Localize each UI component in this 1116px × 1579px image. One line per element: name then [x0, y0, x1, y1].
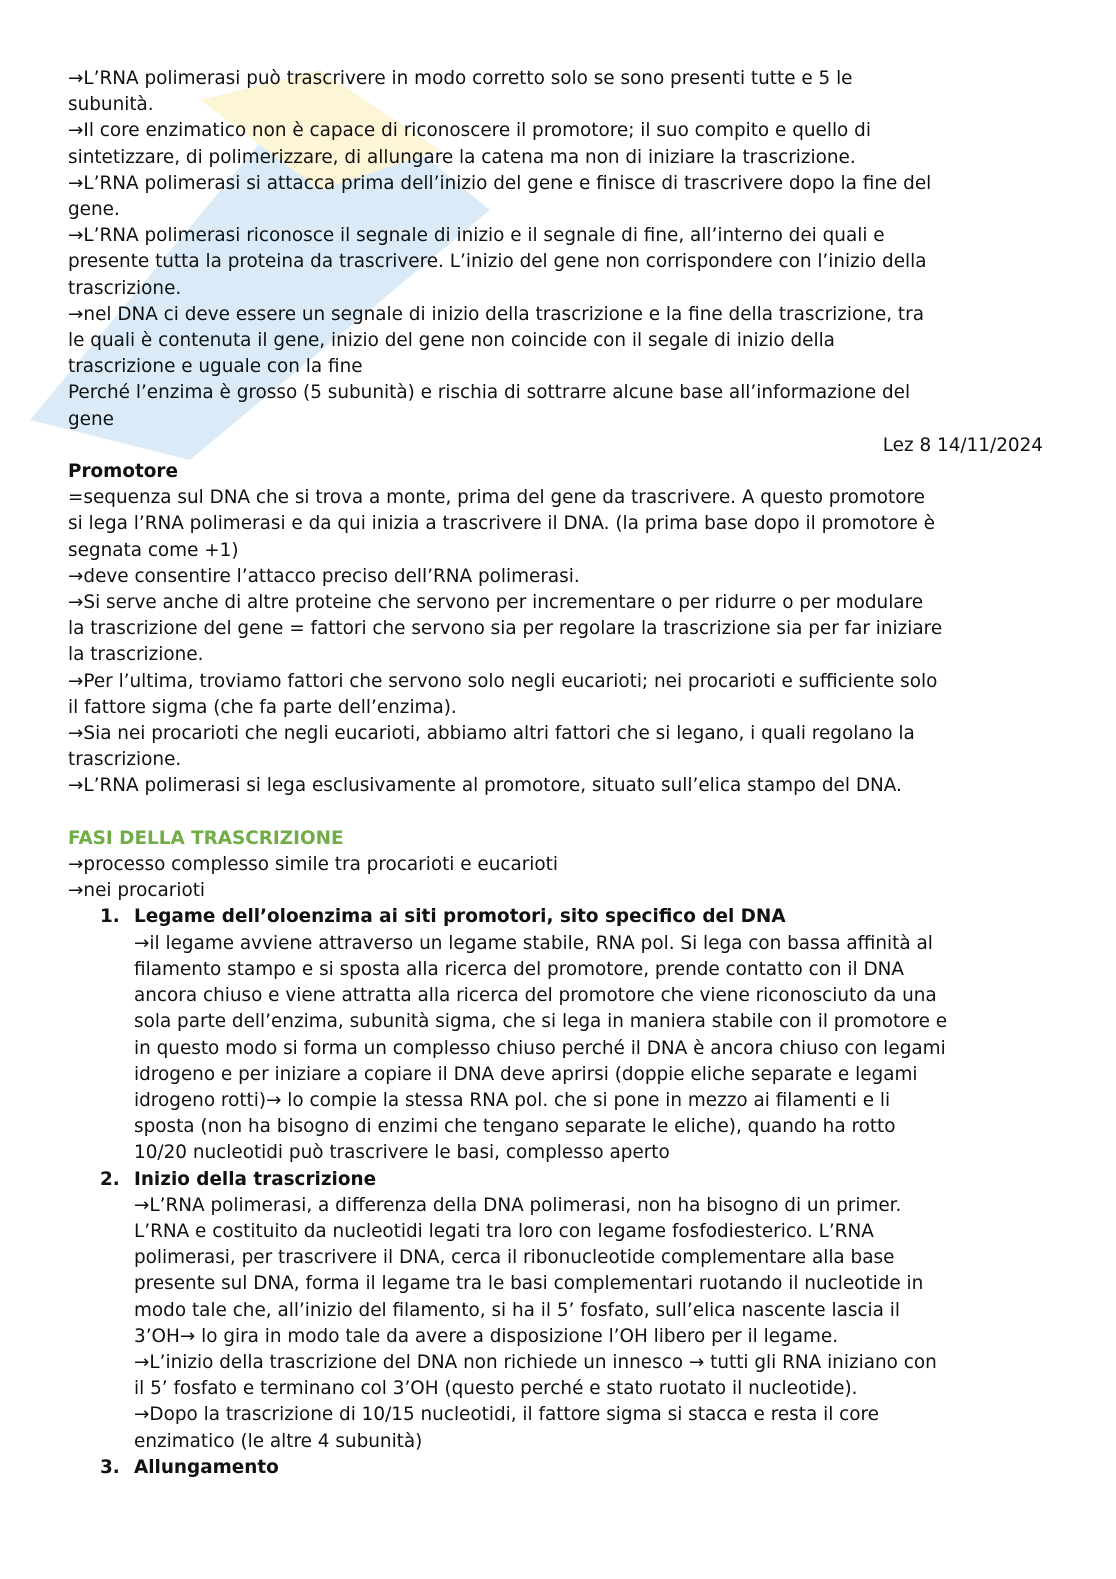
text-line: gene.: [68, 199, 120, 221]
text-line: in questo modo si forma un complesso chiuso perché il DNA è ancora chiuso con legami: [134, 1037, 946, 1059]
text-line: sintetizzare, di polimerizzare, di allungare la catena ma non di iniziare la trascrizione.: [68, 146, 856, 168]
text-line: Perché l’enzima è grosso (5 subunità) e rischia di sottrarre alcune base all’informazione del: [68, 382, 911, 404]
fasi-notes: [68, 852, 1043, 904]
text-line: L’RNA e costituito da nucleotidi legati tra loro con legame fosfodiesterico. L’RNA: [134, 1220, 874, 1242]
text-line: 10/20 nucleotidi può trascrivere le basi, complesso aperto: [134, 1142, 670, 1164]
text-line: trascrizione.: [68, 277, 182, 299]
text-line: →L’RNA polimerasi può trascrivere in modo corretto solo se sono presenti tutte e 5 le: [68, 68, 853, 89]
text-line: →il legame avviene attraverso un legame stabile, RNA pol. Si lega con bassa affinità al: [134, 932, 933, 954]
text-line: →Si serve anche di altre proteine che servono per incrementare o per ridurre o per modulare: [68, 592, 924, 614]
text-line: polimerasi, per trascrivere il DNA, cerca il ribonucleotide complementare alla base: [134, 1247, 895, 1269]
text-line: →L’RNA polimerasi riconosce il segnale di inizio e il segnale di fine, all’interno dei quali e: [68, 225, 885, 247]
text-line: sposta (non ha bisogno di enzimi che tengano separate le eliche), quando ha rotto: [134, 1116, 896, 1138]
text-line: →processo complesso simile tra procarioti e eucarioti: [68, 854, 558, 876]
step-title: Inizio della trascrizione: [134, 1168, 377, 1190]
text-line: →deve consentire l’attacco preciso dell’RNA polimerasi.: [68, 565, 580, 587]
list-item-step: [68, 904, 1043, 1166]
lecture-date: Lez 8 14/11/2024: [882, 434, 1043, 456]
text-line: le quali è contenuta il gene, inizio del gene non coincide con il segale di inizio della: [68, 330, 835, 352]
text-line: modo tale che, all’inizio del filamento, si ha il 5’ fosfato, sull’elica nascente lascia il: [134, 1299, 900, 1321]
list-item-step: [68, 1167, 1043, 1455]
section-heading-fasi: FASI DELLA TRASCRIZIONE: [68, 827, 344, 849]
text-line: =sequenza sul DNA che si trova a monte, prima del gene da trascrivere. A questo promotore: [68, 487, 925, 509]
text-line: 3’OH→ lo gira in modo tale da avere a disposizione l’OH libero per il legame.: [134, 1325, 839, 1347]
text-line: →L’RNA polimerasi si attacca prima dell’inizio del gene e finisce di trascrivere dopo la fine del: [68, 172, 932, 194]
text-line: presente sul DNA, forma il legame tra le basi complementari ruotando il nucleotide in: [134, 1273, 924, 1295]
promotore-notes: [68, 485, 1043, 799]
text-line: enzimatico (le altre 4 subunità): [134, 1430, 423, 1452]
text-line: sola parte dell’enzima, subunità sigma, che si lega in maniera stabile con il promotore e: [134, 1011, 948, 1033]
text-line: subunità.: [68, 94, 154, 116]
text-line: idrogeno rotti)→ lo compie la stessa RNA pol. che si pone in mezzo ai filamenti e li: [134, 1089, 891, 1111]
step-number: 1.: [100, 906, 120, 928]
step-number: 2.: [100, 1168, 120, 1190]
text-line: gene: [68, 408, 114, 430]
fasi-steps-list: [68, 904, 1043, 1480]
text-line: trascrizione.: [68, 749, 182, 771]
text-line: →Il core enzimatico non è capace di riconoscere il promotore; il suo compito e quello di: [68, 120, 871, 142]
text-line: segnata come +1): [68, 539, 239, 561]
text-line: presente tutta la proteina da trascrivere. L’inizio del gene non corrispondere con l’inizio della: [68, 251, 927, 273]
intro-notes: [68, 66, 1043, 433]
text-line: il fattore sigma (che fa parte dell’enzima).: [68, 696, 457, 718]
text-line: trascrizione e uguale con la fine: [68, 356, 363, 378]
text-line: →L’inizio della trascrizione del DNA non richiede un innesco → tutti gli RNA iniziano con: [134, 1351, 937, 1373]
text-line: filamento stampo e si sposta alla ricerca del promotore, prende contatto con il DNA: [134, 958, 904, 980]
text-line: la trascrizione.: [68, 644, 204, 666]
text-line: →L’RNA polimerasi si lega esclusivamente al promotore, situato sull’elica stampo del DNA.: [68, 775, 902, 797]
list-item-step: [68, 1455, 1043, 1481]
text-line: il 5’ fosfato e terminano col 3’OH (questo perché e stato ruotato il nucleotide).: [134, 1378, 858, 1400]
step-number: 3.: [100, 1456, 120, 1478]
text-line: idrogeno e per iniziare a copiare il DNA deve aprirsi (doppie eliche separate e legami: [134, 1063, 918, 1085]
step-title: Legame dell’oloenzima ai siti promotori, sito specifico del DNA: [134, 906, 786, 928]
text-line: →Dopo la trascrizione di 10/15 nucleotidi, il fattore sigma si stacca e resta il core: [134, 1404, 879, 1426]
section-heading-promotore: Promotore: [68, 461, 178, 483]
text-line: la trascrizione del gene = fattori che servono sia per regolare la trascrizione sia per far iniziare: [68, 618, 943, 640]
text-line: ancora chiuso e viene attratta alla ricerca del promotore che viene riconosciuto da una: [134, 985, 937, 1007]
text-line: →nel DNA ci deve essere un segnale di inizio della trascrizione e la fine della trascrizione, tra: [68, 303, 924, 325]
text-line: si lega l’RNA polimerasi e da qui inizia a trascrivere il DNA. (la prima base dopo il promotore è: [68, 513, 935, 535]
step-title: Allungamento: [134, 1456, 279, 1478]
text-line: →Per l’ultima, troviamo fattori che servono solo negli eucarioti; nei procarioti e sufficiente solo: [68, 670, 938, 692]
text-line: →Sia nei procarioti che negli eucarioti, abbiamo altri fattori che si legano, i quali regolano la: [68, 723, 915, 745]
text-line: →nei procarioti: [68, 880, 206, 902]
text-line: →L’RNA polimerasi, a differenza della DNA polimerasi, non ha bisogno di un primer.: [134, 1194, 902, 1216]
document-page: [68, 66, 1043, 1481]
